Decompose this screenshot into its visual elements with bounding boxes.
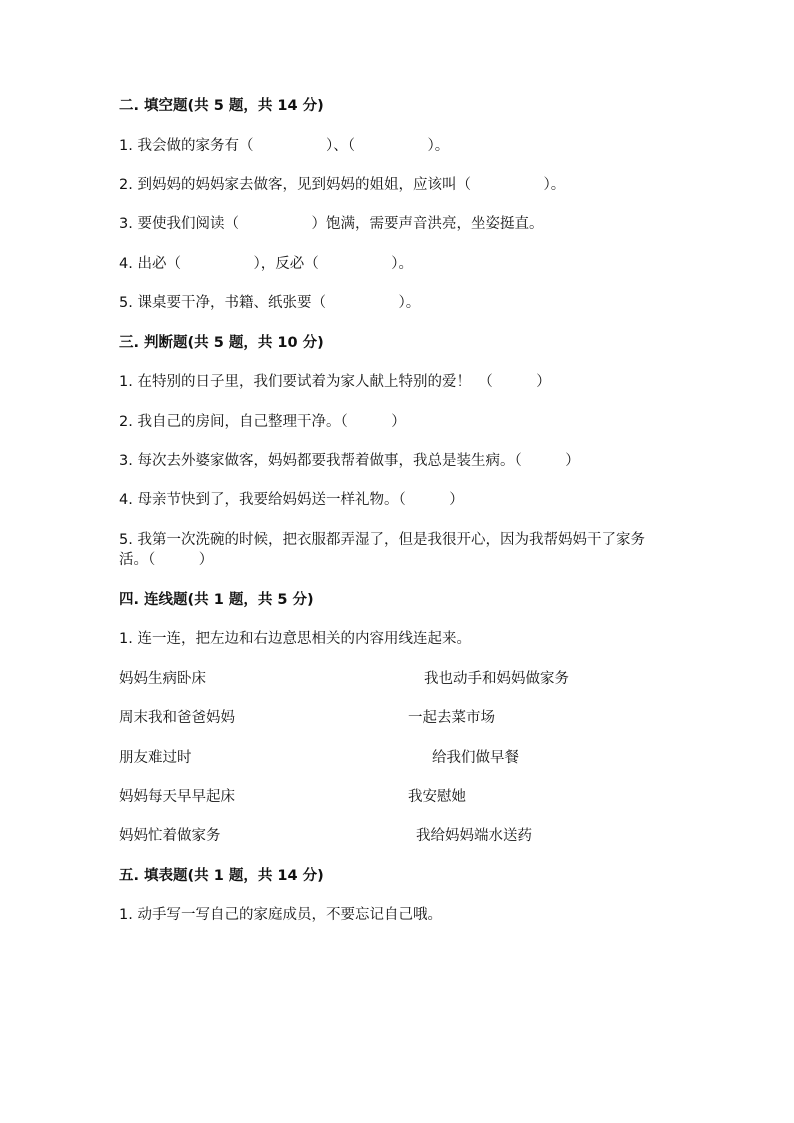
matching-instruction: 1. 连一连，把左边和右边意思相关的内容用线连起来。 xyxy=(119,631,471,647)
match-right-item: 给我们做早餐 xyxy=(432,750,519,766)
match-right-item: 一起去菜市场 xyxy=(408,710,495,726)
section-heading-fill-blank: 二. 填空题(共 5 题，共 14 分) xyxy=(119,98,324,114)
true-false-question-3: 3. 每次去外婆家做客，妈妈都要我帮着做事，我总是装生病。（ ） xyxy=(119,453,580,469)
match-left-item: 妈妈每天早早起床 xyxy=(119,789,235,805)
match-left-item: 周末我和爸爸妈妈 xyxy=(119,710,235,726)
section-heading-matching: 四. 连线题(共 1 题，共 5 分) xyxy=(119,592,314,608)
fill-blank-question-4: 4. 出必（ ），反必（ ）。 xyxy=(119,256,413,272)
section-heading-true-false: 三. 判断题(共 5 题，共 10 分) xyxy=(119,335,324,351)
fill-blank-question-3: 3. 要使我们阅读（ ）饱满，需要声音洪亮，坐姿挺直。 xyxy=(119,216,544,232)
match-left-item: 妈妈忙着做家务 xyxy=(119,828,221,844)
true-false-question-2: 2. 我自己的房间，自己整理干净。（ ） xyxy=(119,414,406,430)
fill-table-instruction: 1. 动手写一写自己的家庭成员，不要忘记自己哦。 xyxy=(119,907,442,923)
true-false-question-1: 1. 在特别的日子里，我们要试着为家人献上特别的爱！ （ ） xyxy=(119,374,551,390)
true-false-question-5: 5. 我第一次洗碗的时候，把衣服都弄湿了，但是我很开心，因为我帮妈妈干了家务活。（ ） xyxy=(119,532,645,568)
fill-blank-question-1: 1. 我会做的家务有（ ）、（ ）。 xyxy=(119,138,450,154)
match-left-item: 朋友难过时 xyxy=(119,750,192,766)
match-left-item: 妈妈生病卧床 xyxy=(119,671,206,687)
fill-blank-question-2: 2. 到妈妈的妈妈家去做客，见到妈妈的姐姐，应该叫（ ）。 xyxy=(119,177,566,193)
match-right-item: 我安慰她 xyxy=(408,789,466,805)
match-right-item: 我也动手和妈妈做家务 xyxy=(424,671,569,687)
match-right-item: 我给妈妈端水送药 xyxy=(416,828,532,844)
section-heading-fill-table: 五. 填表题(共 1 题，共 14 分) xyxy=(119,868,324,884)
fill-blank-question-5: 5. 课桌要干净，书籍、纸张要（ ）。 xyxy=(119,295,421,311)
true-false-question-4: 4. 母亲节快到了，我要给妈妈送一样礼物。（ ） xyxy=(119,492,464,508)
